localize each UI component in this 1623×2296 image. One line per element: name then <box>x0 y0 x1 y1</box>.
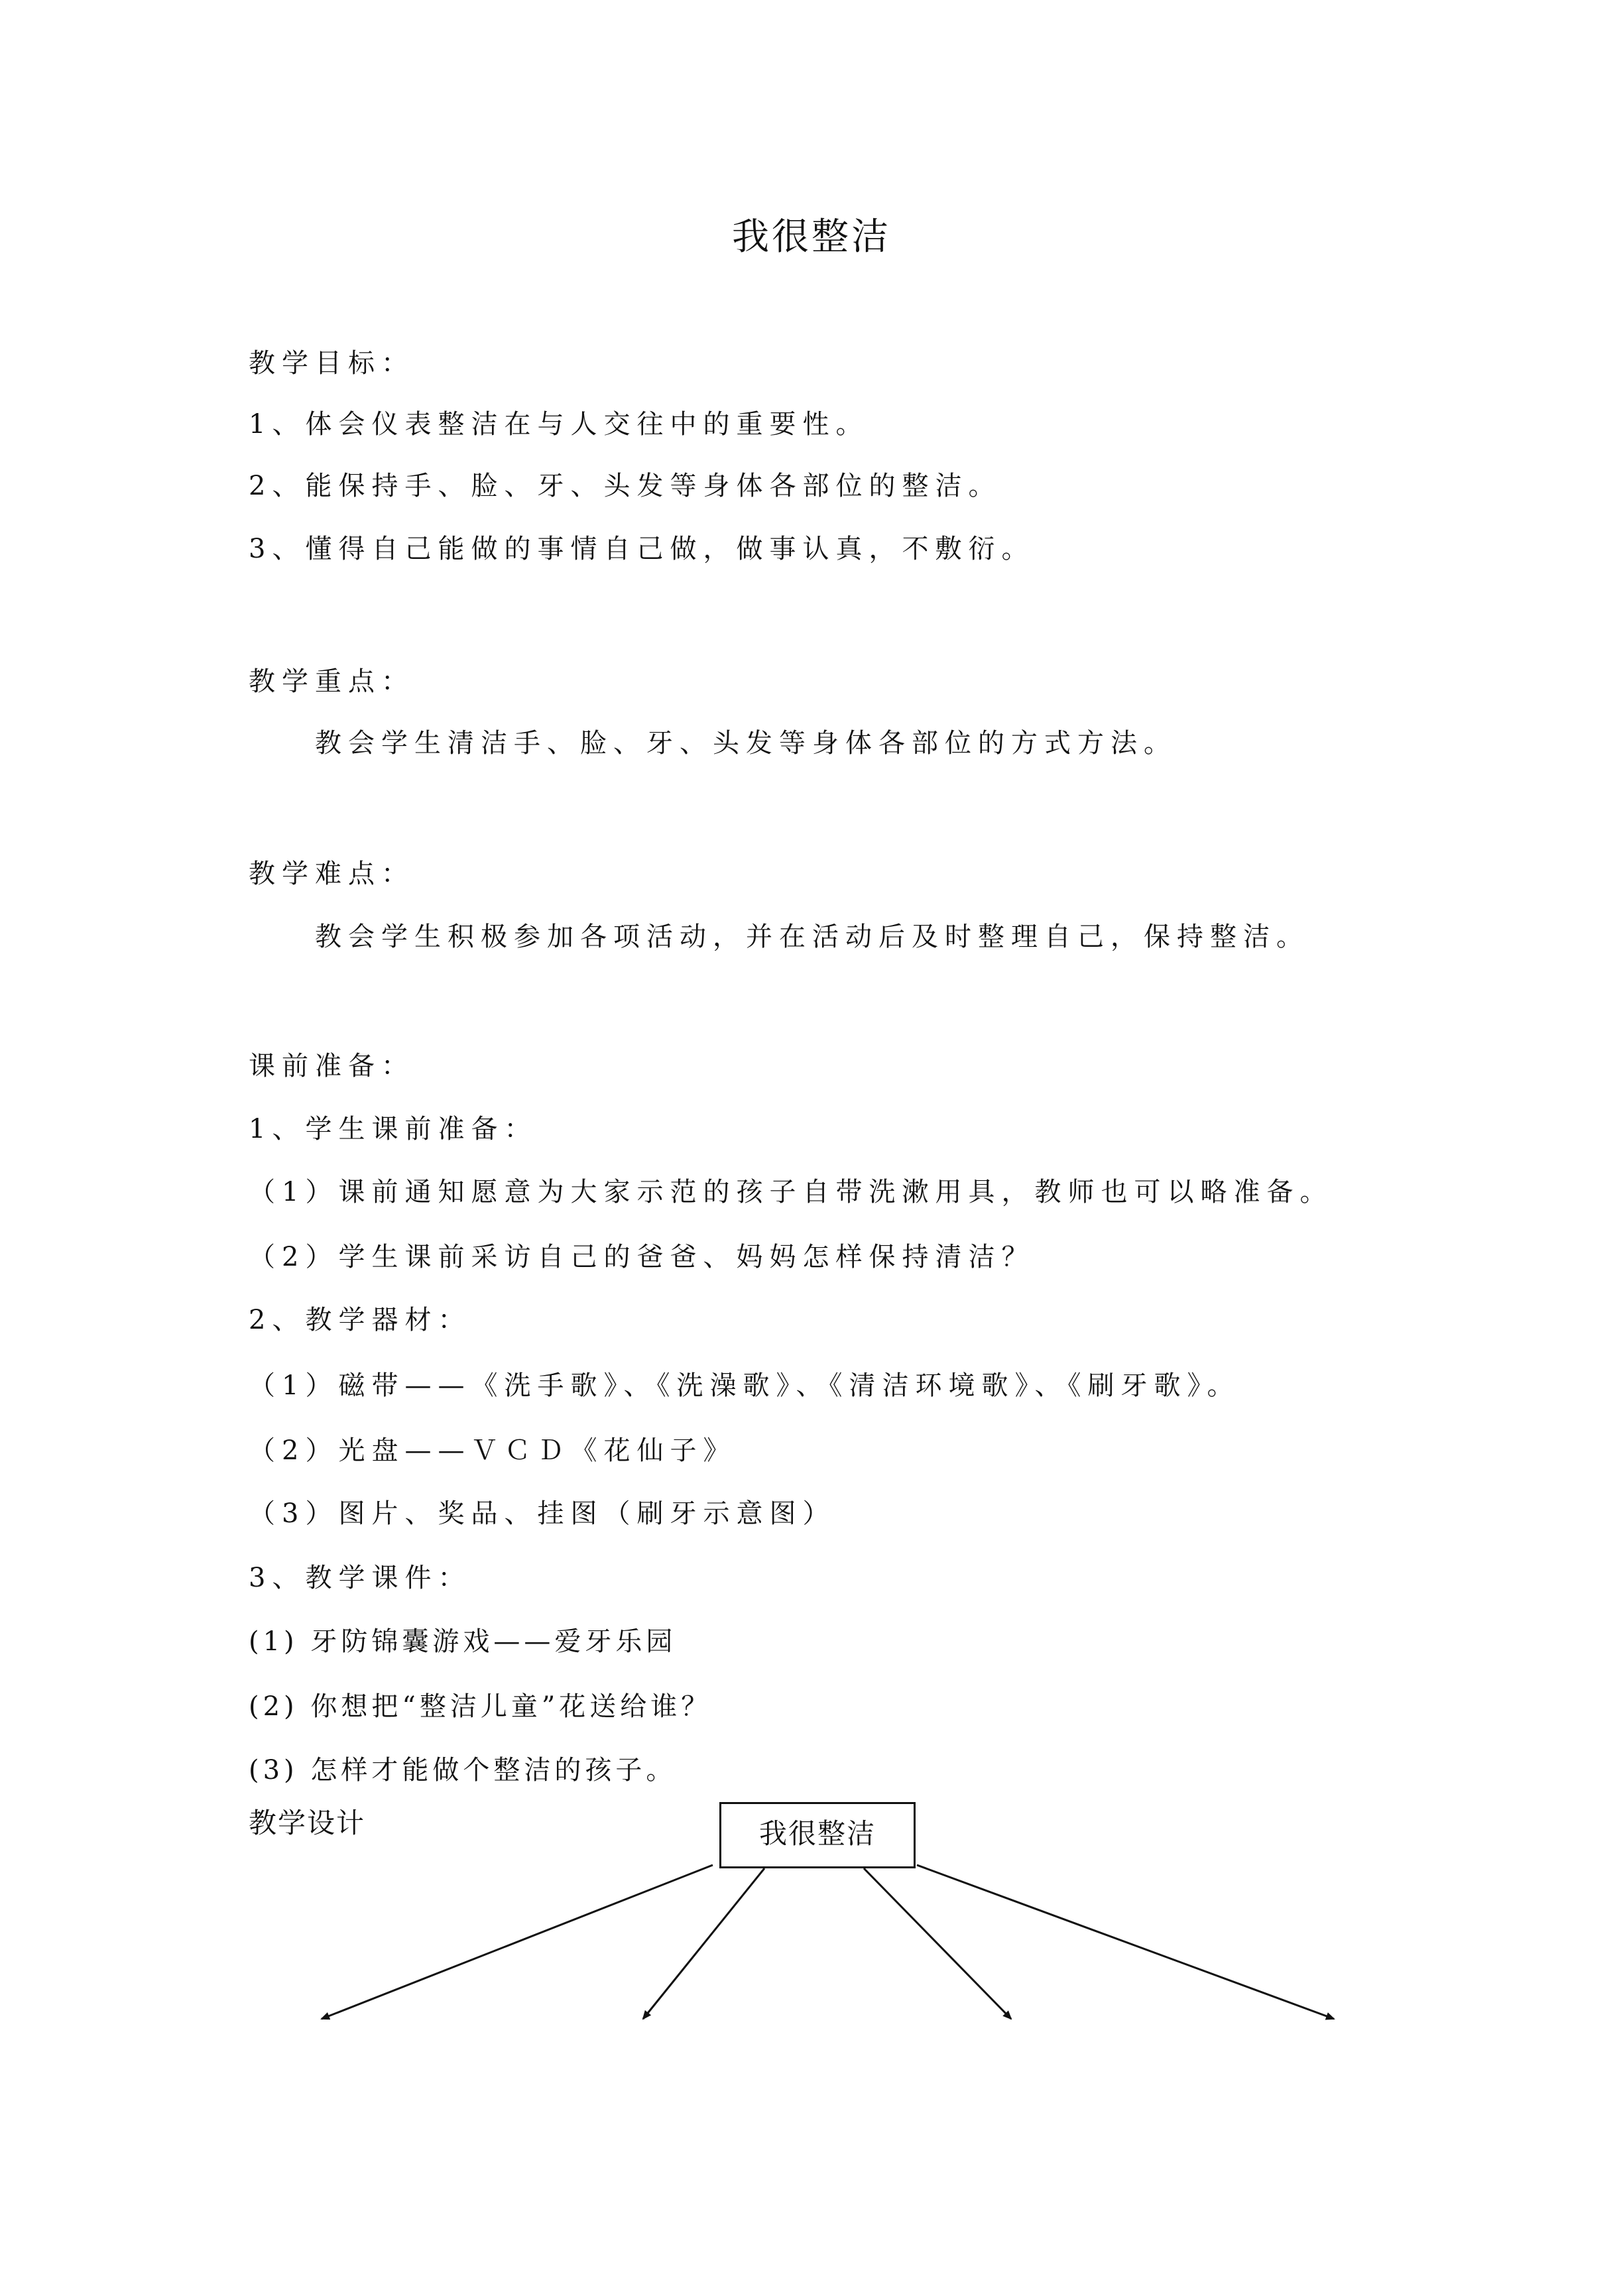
equipment-item: （2）光盘——ＶＣＤ《花仙子》 <box>249 1435 737 1466</box>
difficulties-text: 教会学生积极参加各项活动，并在活动后及时整理自己，保持整洁。 <box>315 922 1309 952</box>
goal-item: 3、懂得自己能做的事情自己做，做事认真，不敷衍。 <box>249 534 1035 564</box>
student-prep-heading: 1、学生课前准备： <box>249 1114 538 1144</box>
student-prep-item: （1）课前通知愿意为大家示范的孩子自带洗漱用具，教师也可以略准备。 <box>249 1177 1333 1207</box>
courseware-item: (3) 怎样才能做个整洁的孩子。 <box>249 1755 677 1785</box>
design-center-box: 我很整洁 <box>719 1802 916 1868</box>
difficulties-heading: 教学难点： <box>249 859 414 889</box>
equipment-item: （1）磁带——《洗手歌》、《洗澡歌》、《清洁环境歌》、《刷牙歌》。 <box>249 1370 1240 1401</box>
student-prep-item: （2）学生课前采访自己的爸爸、妈妈怎样保持清洁？ <box>249 1242 1035 1272</box>
equipment-item: （3）图片、奖品、挂图（刷牙示意图） <box>249 1498 836 1529</box>
equipment-heading: 2、教学器材： <box>249 1305 471 1335</box>
courseware-heading: 3、教学课件： <box>249 1563 471 1593</box>
design-arrow-2 <box>643 1868 764 2019</box>
design-arrow-4 <box>917 1865 1334 2019</box>
courseware-item: (1) 牙防锦囊游戏——爱牙乐园 <box>249 1626 677 1657</box>
preparation-heading: 课前准备： <box>249 1051 414 1081</box>
courseware-item: (2) 你想把“整洁儿童”花送给谁？ <box>249 1691 712 1722</box>
goal-item: 2、能保持手、脸、牙、头发等身体各部位的整洁。 <box>249 471 1002 501</box>
key-points-heading: 教学重点： <box>249 666 414 697</box>
page-title: 我很整洁 <box>732 215 891 259</box>
goal-item: 1、体会仪表整洁在与人交往中的重要性。 <box>249 409 869 440</box>
design-label: 教学设计 <box>249 1807 366 1839</box>
goals-heading: 教学目标： <box>249 348 414 379</box>
design-arrow-1 <box>322 1865 713 2019</box>
key-points-text: 教会学生清洁手、脸、牙、头发等身体各部位的方式方法。 <box>315 728 1177 758</box>
